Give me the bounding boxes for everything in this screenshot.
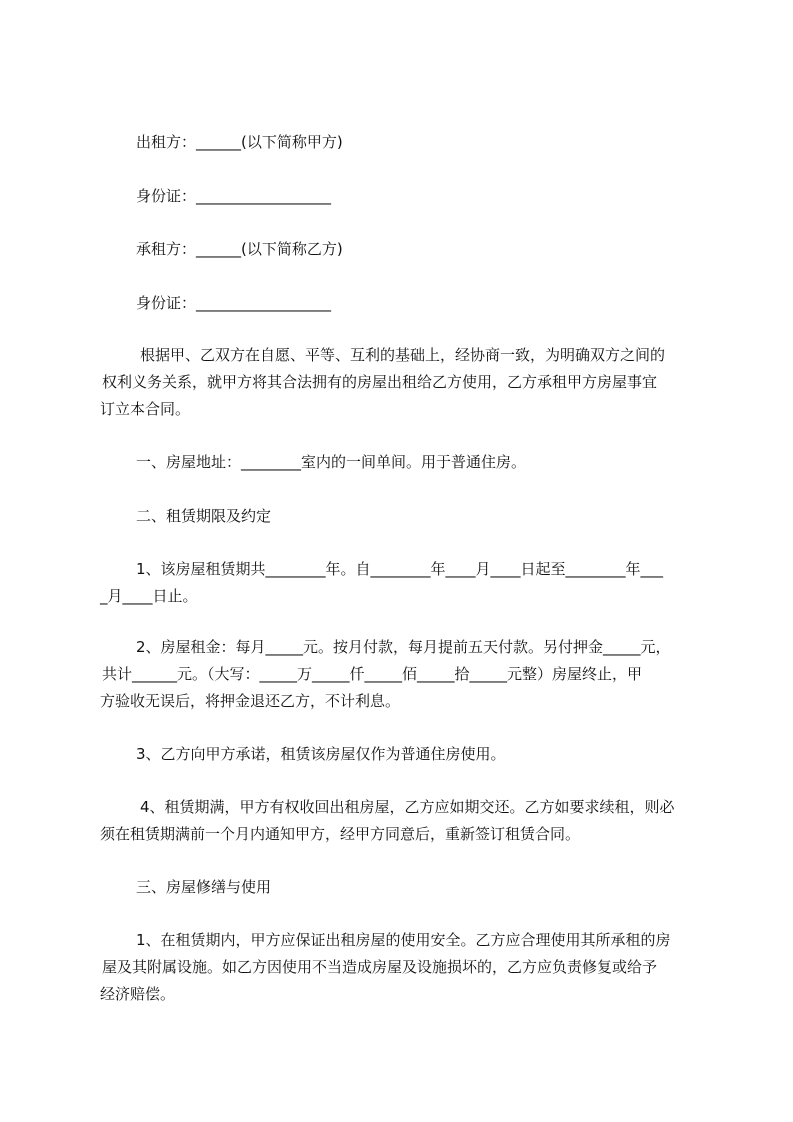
s3-item1-line-3: 经济赔偿。 [100,985,176,1003]
s2-item4-line-2: 须在租赁期满前一个月内通知甲方，经甲方同意后，重新签订租赁合同。 [100,825,581,843]
preamble-line-2: 权利义务关系，就甲方将其合法拥有的房屋出租给乙方使用，乙方承租甲方房屋事宜 [102,373,658,391]
lessor-line: 出租方：______(以下简称甲方) [136,133,343,151]
preamble-line-1: 根据甲、乙双方在自愿、平等、互利的基础上，经协商一致，为明确双方之间的 [140,346,666,364]
lessee-line: 承租方：______(以下简称乙方) [136,240,343,258]
s3-item1-line-2: 屋及其附属设施。如乙方因使用不当造成房屋及设施损坏的，乙方应负责修复或给予 [102,958,658,976]
lessor-id-line: 身份证：__________________ [136,187,332,205]
section-3-title: 三、房屋修缮与使用 [136,878,272,896]
s2-item3: 3、乙方向甲方承诺，租赁该房屋仅作为普通住房使用。 [136,745,506,763]
section-2-title: 二、租赁期限及约定 [136,507,272,525]
s3-item1-line-1: 1、在租赁期内，甲方应保证出租房屋的使用安全。乙方应合理使用其所承租的房 [136,931,671,949]
s2-item1-line-1: 1、该房屋租赁期共________年。自________年____月____日起至________年___ [136,560,664,578]
s2-item1-line-2: _月____日止。 [100,587,198,605]
s2-item2-line-3: 方验收无误后，将押金退还乙方，不计利息。 [100,692,401,710]
section-1: 一、房屋地址：________室内的一间单间。用于普通住房。 [136,453,527,471]
preamble-line-3: 订立本合同。 [100,400,191,418]
s2-item4-line-1: 4、租赁期满，甲方有权收回出租房屋，乙方应如期交还。乙方如要求续租，则必 [140,798,675,816]
s2-item2-line-2: 共计______元。（大写：_____万_____仟_____佰_____拾_____元整）房屋终止，甲 [102,665,643,683]
lessee-id-line: 身份证：__________________ [136,294,332,312]
s2-item2-line-1: 2、房屋租金：每月_____元。按月付款，每月提前五天付款。另付押金_____元， [136,638,671,656]
